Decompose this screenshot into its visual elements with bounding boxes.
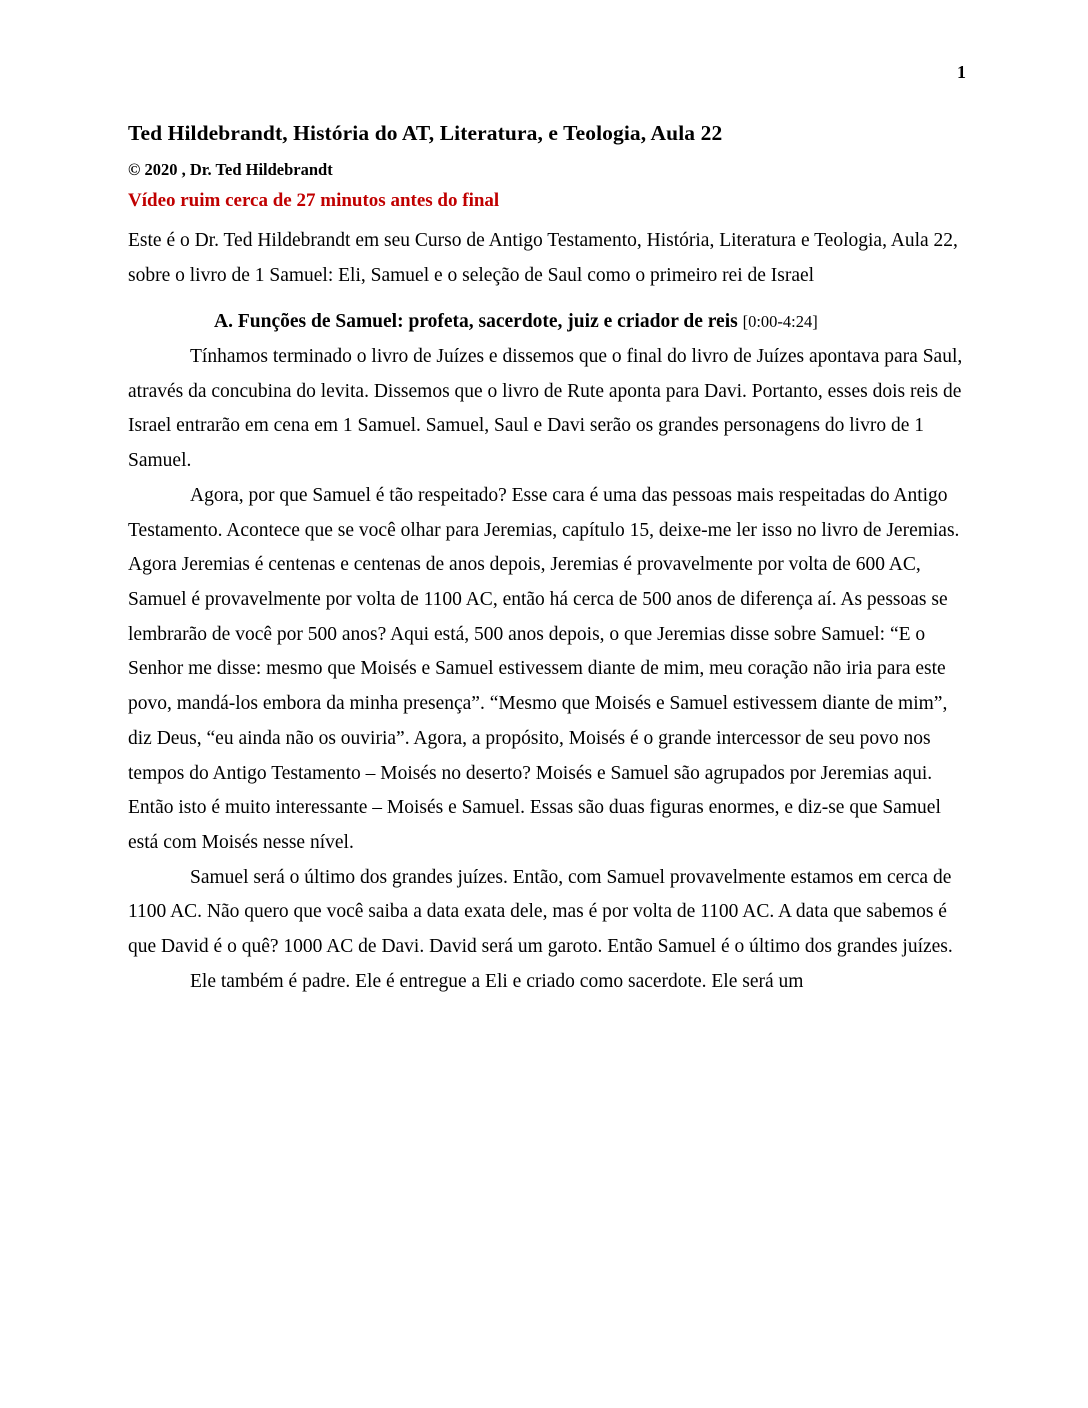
page-title: Ted Hildebrandt, História do AT, Literatura, e Teologia, Aula 22 xyxy=(128,121,723,145)
section-title: Funções de Samuel: profeta, sacerdote, juiz e criador de reis xyxy=(237,311,738,333)
section-letter: A. xyxy=(214,311,233,333)
video-warning-note: Vídeo ruim cerca de 27 minutos antes do final xyxy=(128,190,500,212)
section-heading xyxy=(128,305,964,340)
document-content xyxy=(128,120,964,999)
body-paragraph-2: Agora, por que Samuel é tão respeitado? Esse cara é uma das pessoas mais respeitadas do Antigo Testamento. Acontece que se você olhar para Jeremias, capítulo 15, deixe-me ler isso no livro de Jeremias. Agora Jeremias é centenas e centenas de anos depois, Jeremias é provavelmente por volta de 600 AC, Samuel é provavelmente por volta de 1100 AC, então há cerca de 500 anos de diferença aí. As pessoas se lembrarão de você por 500 anos? Aqui está, 500 anos depois, o que Jeremias disse sobre Samuel: “E o Senhor me disse: mesmo que Moisés e Samuel estivessem diante de mim, meu coração não iria para este povo, mandá-los embora da minha presença”. “Mesmo que Moisés e Samuel estivessem diante de mim”, diz Deus, “eu ainda não os ouviria”. Agora, a propósito, Moisés é o grande intercessor de seu povo nos tempos do Antigo Testamento – Moisés no deserto? Moisés e Samuel são agrupados por Jeremias aqui. Então isto é muito interessante – Moisés e Samuel. Essas são duas figuras enormes, e diz-se que Samuel está com Moisés nesse nível. xyxy=(128,484,960,853)
page-number: 1 xyxy=(957,62,966,82)
body-paragraph-4: Ele também é padre. Ele é entregue a Eli e criado como sacerdote. Ele será um xyxy=(190,970,804,992)
body-paragraph-3: Samuel será o último dos grandes juízes. Então, com Samuel provavelmente estamos em cerca de 1100 AC. Não quero que você saiba a data exata dele, mas é por volta de 1100 AC. A data que sabemos é que David é o quê? 1000 AC de Davi. David será um garoto. Então Samuel é o último dos grandes juízes. xyxy=(128,866,953,958)
copyright-line: © 2020 , Dr. Ted Hildebrandt xyxy=(128,159,333,179)
intro-paragraph: Este é o Dr. Ted Hildebrandt em seu Curso de Antigo Testamento, História, Literatura e Teologia, Aula 22, sobre o livro de 1 Samuel: Eli, Samuel e o seleção de Saul como o primeiro rei de Israel xyxy=(128,229,958,286)
body-paragraph-1: Tínhamos terminado o livro de Juízes e dissemos que o final do livro de Juízes apontava para Saul, através da concubina do levita. Dissemos que o livro de Rute aponta para Davi. Portanto, esses dois reis de Israel entrarão em cena em 1 Samuel. Samuel, Saul e Davi serão os grandes personagens do livro de 1 Samuel. xyxy=(128,346,963,472)
section-timecode: [0:00-4:24] xyxy=(742,312,818,332)
